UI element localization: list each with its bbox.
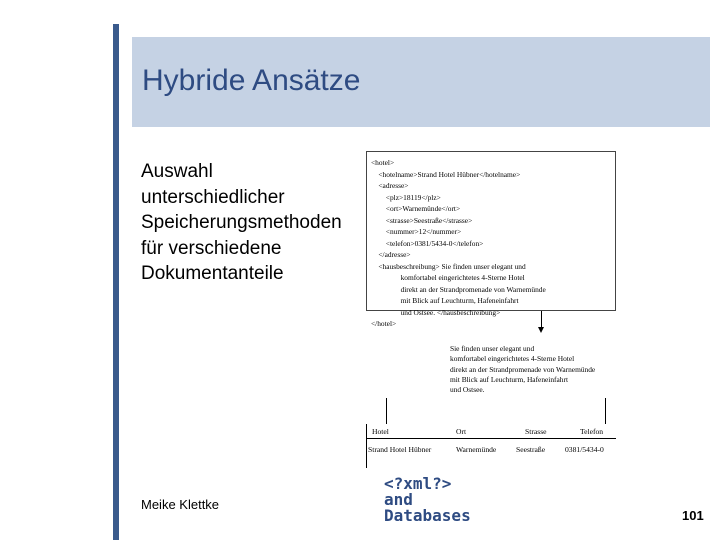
arrow-down-icon [538,327,544,333]
xml-line: <hotelname>Strand Hotel Hübner</hotelname> [371,169,521,179]
table-header-cell: Ort [456,427,467,436]
xml-line: und Ostsee. </hausbeschreibung> [371,307,501,317]
xml-line: <hotel> [371,158,395,167]
left-accent-bar [113,24,119,540]
bullet-line: Dokumentanteile [141,263,284,284]
text-line: mit Blick auf Leuchturm, Hafeneinfahrt [450,374,569,384]
xml-line: direkt an der Strandpromenade von Warnemünde [371,284,546,294]
table-cell: Warnemünde [456,445,497,454]
xml-document-box [366,151,616,328]
xml-line: <hausbeschreibung> Sie finden unser elegant und [371,261,526,271]
bullet-line: Auswahl [141,161,213,182]
xml-databases-logo [384,476,471,524]
xml-line: komfortabel eingerichtetes 4-Sterne Hotel [371,273,525,282]
bullet-line: für verschiedene [141,237,282,259]
relational-table [366,424,616,468]
table-header-cell: Telefon [580,427,604,436]
connector-line [605,398,606,424]
table-cell: Seestraße [516,445,546,454]
title-band [132,37,710,127]
xml-line: <ort>Warnemünde</ort> [371,204,461,213]
logo-line: <?xml?> [384,474,452,493]
bullet-line: Speicherungsmethoden [141,212,342,233]
slide-title: Hybride Ansätze [142,64,361,97]
xml-line: </hotel> [371,319,397,328]
table-cell: Strand Hotel Hübner [368,445,432,454]
xml-line: <strasse>Seestraße</strasse> [371,215,473,225]
table-header-cell: Hotel [372,427,389,436]
xml-line: <nummer>12</nummer> [371,227,462,236]
text-line: Sie finden unser elegant und [450,344,535,353]
xml-line: <plz>18119</plz> [371,192,441,202]
xml-line: </adresse> [371,250,411,259]
xml-line: mit Blick auf Leuchturm, Hafeneinfahrt [371,296,519,305]
table-cell: 0381/5434-0 [565,445,604,454]
text-storage-box [450,344,642,398]
table-header-cell: Strasse [525,427,547,436]
text-line: und Ostsee. [450,385,485,395]
page-number: 101 [682,508,704,523]
bullet-text [141,159,356,287]
connector-line [386,398,387,424]
xml-line: <adresse> [371,181,409,190]
logo-line: Databases [384,506,471,525]
author-name: Meike Klettke [141,497,220,512]
text-line: komfortabel eingerichtetes 4-Sterne Hotel [450,354,575,364]
bullet-line: unterschiedlicher [141,186,285,208]
xml-line: <telefon>0381/5434-0</telefon> [371,238,484,248]
table-border [366,424,367,468]
text-line: direkt an der Strandpromenade von Warnemünde [450,364,596,374]
logo-line: and [384,490,413,509]
table-header-divider [366,438,616,439]
